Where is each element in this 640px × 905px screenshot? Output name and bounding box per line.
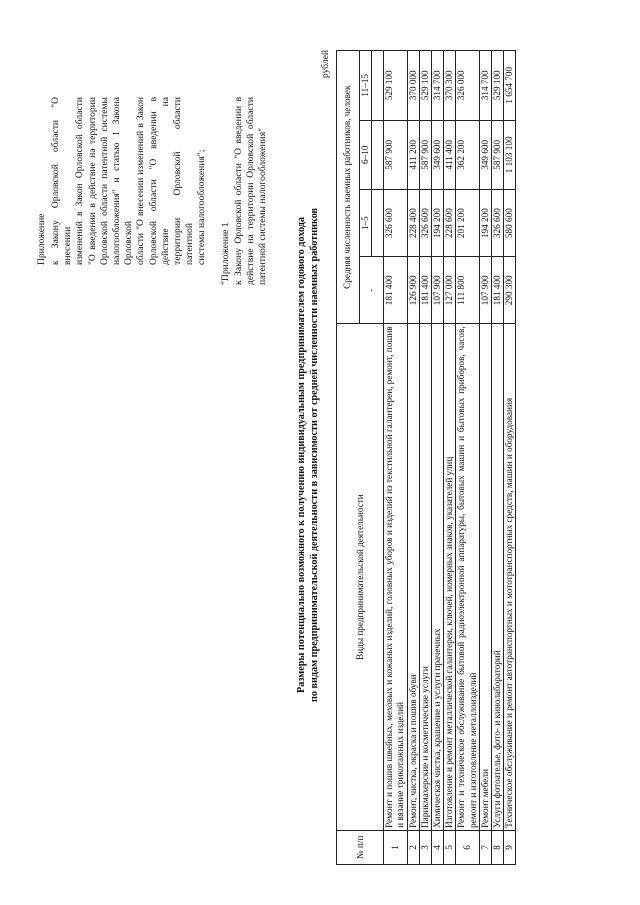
row-activity: Техническое обслуживание и ремонт автотранспортных и мототранспортных средств, машин и оборудования <box>504 324 516 831</box>
appendix1-line: патентной системы налогообложения" <box>257 127 269 285</box>
header-subcol <box>372 51 384 121</box>
table-row <box>407 51 419 865</box>
row-value: 1 654 700 <box>504 51 516 121</box>
row-value: 587 900 <box>384 120 407 189</box>
row-num: 7 <box>479 830 491 864</box>
row-value: 127 000 <box>444 257 456 324</box>
row-value: 349 600 <box>479 120 491 189</box>
appendix-line: налогообложения" и статью 1 Закона Орловской <box>111 97 135 265</box>
appendix-text <box>50 97 209 265</box>
row-value: 370 000 <box>407 51 419 121</box>
table-row <box>456 51 479 865</box>
row-value: 411 200 <box>407 120 419 189</box>
appendix-line: "О введении в действие на территории <box>86 97 98 265</box>
row-value: 587 900 <box>419 120 431 189</box>
row-value: 181 400 <box>419 257 431 324</box>
row-activity: Услуги фотоателье, фото- и кинолабораторий <box>492 324 504 831</box>
row-value: 326 600 <box>384 190 407 257</box>
unit-label: рублей <box>320 50 331 79</box>
row-value: 349 600 <box>432 120 444 189</box>
appendix1-text <box>233 97 270 285</box>
row-value: 228 600 <box>444 190 456 257</box>
header-group: Средняя численность наемных работников, человек <box>337 51 360 324</box>
header-subcol <box>372 120 384 189</box>
row-value: 126 900 <box>407 257 419 324</box>
row-num: 1 <box>384 830 407 864</box>
row-value: 107 900 <box>432 257 444 324</box>
row-value: 194 200 <box>432 190 444 257</box>
row-num: 2 <box>407 830 419 864</box>
table-row <box>432 51 444 865</box>
row-value: 529 100 <box>419 51 431 121</box>
appendix-line: территории Орловской области патентной <box>172 97 196 265</box>
row-value: 326 600 <box>419 190 431 257</box>
row-num: 6 <box>456 830 479 864</box>
table-row <box>492 51 504 865</box>
header-col: 6–10 <box>360 120 372 189</box>
row-value: 107 900 <box>479 257 491 324</box>
appendix-line: Орловской области патентной системы <box>98 97 110 265</box>
row-activity: Ремонт и техническое обслуживание бытовой радиоэлектронной аппаратуры, бытовых машин и бытовых приборов, часов, ремонт и изготовление металлоизделий <box>456 324 479 831</box>
row-value: 111 800 <box>456 257 479 324</box>
row-activity: Ремонт, чистка, окраска и пошив обуви <box>407 324 419 831</box>
row-activity: Химическая чистка, крашение и услуги прачечных <box>432 324 444 831</box>
row-value: 181 400 <box>384 257 407 324</box>
header-col: - <box>360 257 384 324</box>
row-value: 587 900 <box>492 120 504 189</box>
appendix-line: изменений в Закон Орловской области <box>74 97 86 265</box>
header-activity: Виды предпринимательской деятельности <box>337 324 384 831</box>
header-col: 11–15 <box>360 51 372 121</box>
row-value: 290 300 <box>504 257 516 324</box>
row-value: 181 400 <box>492 257 504 324</box>
table-row <box>479 51 491 865</box>
row-activity: Ремонт мебели <box>479 324 491 831</box>
appendix-line: к Закону Орловской области "О внесении <box>50 97 74 265</box>
appendix1-heading: "Приложение 1 <box>220 222 231 285</box>
row-value: 326 600 <box>492 190 504 257</box>
row-activity: Изготовление и ремонт металлической галантереи, ключей, номерных знаков, указателей улиц <box>444 324 456 831</box>
table-row <box>444 51 456 865</box>
appendix-heading: Приложение <box>36 213 47 265</box>
row-value: 370 300 <box>444 51 456 121</box>
row-value: 228 400 <box>407 190 419 257</box>
appendix-line: области "О внесении изменений в Закон <box>135 97 147 265</box>
row-num: 8 <box>492 830 504 864</box>
row-value: 194 200 <box>479 190 491 257</box>
row-value: 201 200 <box>456 190 479 257</box>
row-num: 5 <box>444 830 456 864</box>
appendix1-line: действие на территории Орловской области <box>245 97 257 285</box>
row-value: 1 103 100 <box>504 120 516 189</box>
row-value: 314 700 <box>479 51 491 121</box>
row-value: 529 100 <box>492 51 504 121</box>
header-subcol <box>372 190 384 257</box>
header-col: 1–5 <box>360 190 372 257</box>
row-value: 326 000 <box>456 51 479 121</box>
table-row <box>504 51 516 865</box>
row-num: 3 <box>419 830 431 864</box>
header-num: № п/п <box>337 830 384 864</box>
appendix-line: Орловской области "О введении в действие на <box>147 97 171 265</box>
title-line: Размеры потенциально возможного к получению индивидуальным предпринимателем годового дохода <box>296 217 307 693</box>
row-value: 411 400 <box>444 120 456 189</box>
row-value: 362 200 <box>456 120 479 189</box>
title-line: по видам предпринимательской деятельности в зависимости от средней численности наемных работников <box>308 207 320 703</box>
income-table <box>336 50 516 865</box>
row-value: 580 600 <box>504 190 516 257</box>
row-num: 4 <box>432 830 444 864</box>
row-activity: Ремонт и пошив швейных, меховых и кожаных изделий, головных уборов и изделий из текстильной галантереи, ремонт, пошив и вязание трикотажных изделий <box>384 324 407 831</box>
row-value: 314 700 <box>432 51 444 121</box>
row-value: 529 100 <box>384 51 407 121</box>
table-title <box>296 45 321 865</box>
table-row <box>419 51 431 865</box>
table-row <box>384 51 407 865</box>
row-activity: Парикмахерские и косметические услуги <box>419 324 431 831</box>
appendix-line: системы налогообложения"; <box>196 149 208 265</box>
appendix1-line: к Закону Орловской области "О введении в <box>233 97 244 285</box>
row-num: 9 <box>504 830 516 864</box>
